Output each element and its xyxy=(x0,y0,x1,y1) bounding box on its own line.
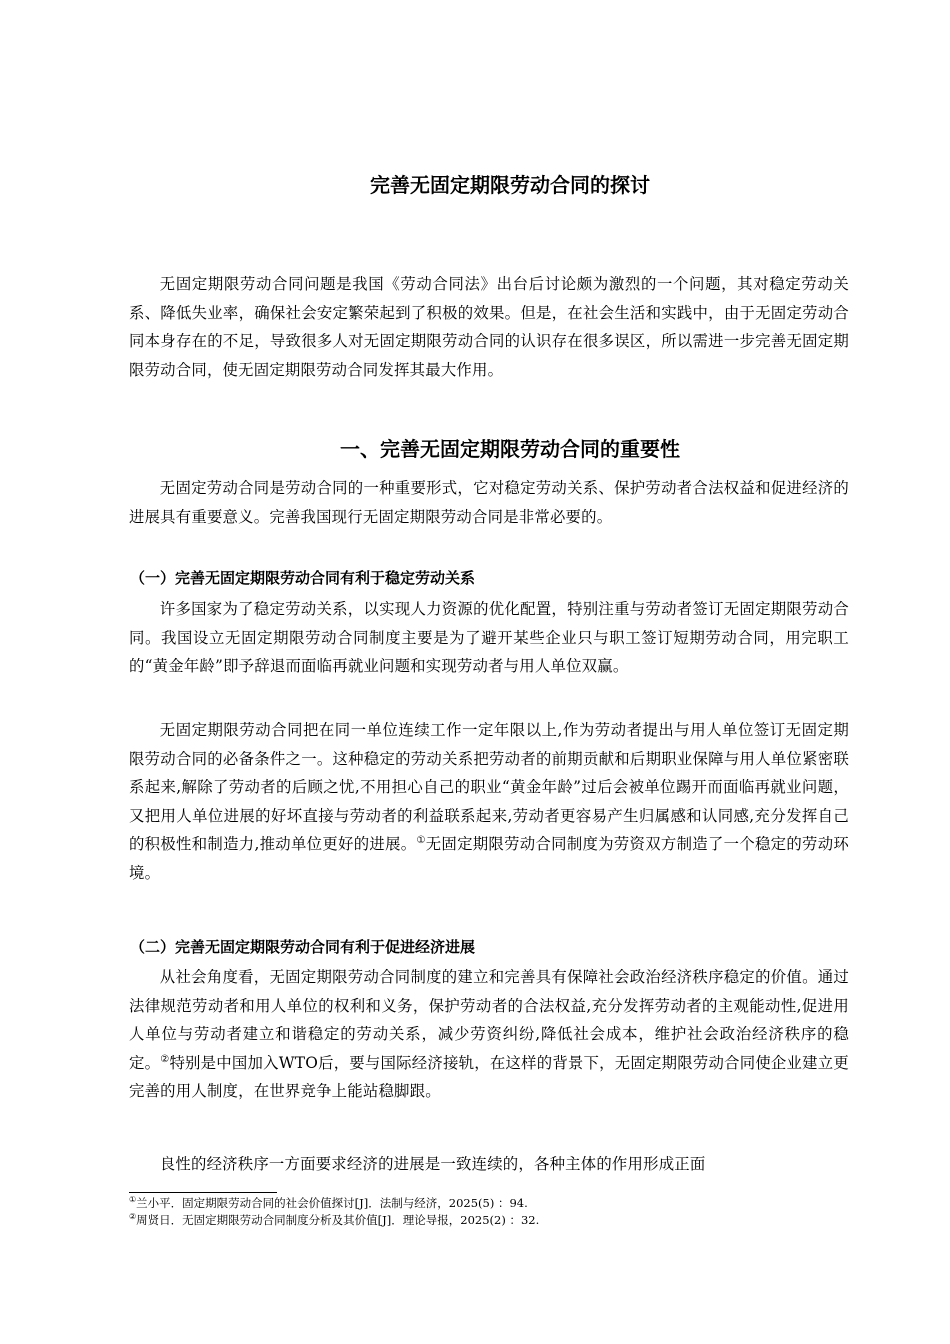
paragraph-text: 从社会角度看，无固定期限劳动合同制度的建立和完善具有保障社会政治经济秩序稳定的价值。通过法律规范劳动者和用人单位的权利和义务，保护劳动者的合法权益,充分发挥劳动者的主观能动性,促进用人单位与劳动者建立和谐稳定的劳动关系，减少劳资纠纷,降低社会成本，维护社会政治经济秩序的稳定。 xyxy=(129,968,849,1072)
paragraph-text: 无固定期限劳动合同把在同一单位连续工作一定年限以上,作为劳动者提出与用人单位签订无固定期限劳动合同的必备条件之一。这种稳定的劳动关系把劳动者的前期贡献和后期职业保障与用人单位紧密联系起来,解除了劳动者的后顾之忧,不用担心自己的职业“黄金年龄”过后会被单位踢开而面临再就业问题，又把用人单位进展的好坏直接与劳动者的利益联系起来,劳动者更容易产生归属感和认同感,充分发挥自己的积极性和制造力,推动单位更好的进展。 xyxy=(129,721,849,853)
footnote-text: 周贤日．无固定期限劳动合同制度分析及其价值[J]．理论导报，2025(2) ：32. xyxy=(136,1213,540,1227)
footnote-mark: ② xyxy=(129,1212,137,1222)
footnote-reference-2[interactable]: ② xyxy=(160,1053,170,1065)
footnote-mark: ① xyxy=(129,1195,137,1205)
document-title: 完善无固定期限劳动合同的探讨 xyxy=(370,173,650,197)
footnote-1 xyxy=(129,1195,849,1211)
subsection-2-paragraph-2: 良性的经济秩序一方面要求经济的进展是一致连续的，各种主体的作用形成正面 xyxy=(159,1155,706,1173)
paragraph-text: 无固定期限劳动合同制度为劳资双方制造了一个稳定的劳动环境。 xyxy=(129,835,849,882)
subsection-1-paragraph-1: 许多国家为了稳定劳动关系，以实现人力资源的优化配置，特别注重与劳动者签订无固定期限劳动合同。我国设立无固定期限劳动合同制度主要是为了避开某些企业只与职工签订短期劳动合同，用完职工的“黄金年龄”即予辞退而面临再就业问题和实现劳动者与用人单位双赢。 xyxy=(129,600,849,675)
footnote-reference-1[interactable]: ① xyxy=(416,834,426,846)
subsection-2-paragraph-1 xyxy=(129,963,849,1106)
subsection-1-heading: （一）完善无固定期限劳动合同有利于稳定劳动关系 xyxy=(130,569,476,587)
section-1-paragraph: 无固定劳动合同是劳动合同的一种重要形式，它对稳定劳动关系、保护劳动者合法权益和促进经济的进展具有重要意义。完善我国现行无固定期限劳动合同是非常必要的。 xyxy=(129,479,849,526)
subsection-1-paragraph-2 xyxy=(129,716,849,887)
intro-paragraph: 无固定期限劳动合同问题是我国《劳动合同法》出台后讨论颇为激烈的一个问题，其对稳定劳动关系、降低失业率，确保社会安定繁荣起到了积极的效果。但是，在社会生活和实践中，由于无固定劳动合同本身存在的不足，导致很多人对无固定期限劳动合同的认识存在很多误区，所以需进一步完善无固定期限劳动合同，使无固定期限劳动合同发挥其最大作用。 xyxy=(129,275,849,379)
footnote-text: 兰小平．固定期限劳动合同的社会价值探讨[J]．法制与经济，2025(5) ：94. xyxy=(136,1196,528,1210)
footnote-separator xyxy=(129,1192,277,1193)
subsection-2-heading: （二）完善无固定期限劳动合同有利于促进经济进展 xyxy=(130,938,476,956)
paragraph-text: 特别是中国加入WTO后，要与国际经济接轨，在这样的背景下，无固定期限劳动合同使企业建立更完善的用人制度，在世界竞争上能站稳脚跟。 xyxy=(129,1053,849,1100)
section-1-heading: 一、完善无固定期限劳动合同的重要性 xyxy=(340,437,680,461)
footnote-2 xyxy=(129,1212,849,1228)
